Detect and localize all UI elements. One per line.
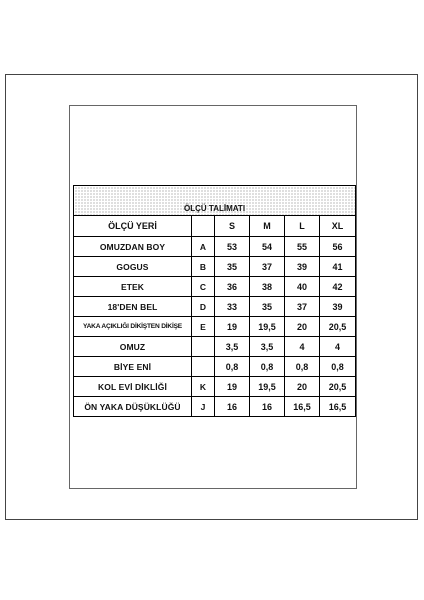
table-row xyxy=(74,277,356,297)
row-value-s: 3,5 xyxy=(215,337,250,357)
row-value-l: 55 xyxy=(285,237,320,257)
row-label: KOL EVİ DİKLİĞİ xyxy=(74,377,192,397)
row-value-l: 4 xyxy=(285,337,320,357)
header-label: ÖLÇÜ YERİ xyxy=(74,216,192,237)
row-label: 18'DEN BEL xyxy=(74,297,192,317)
row-value-s: 36 xyxy=(215,277,250,297)
table-row xyxy=(74,397,356,417)
row-label: OMUZ xyxy=(74,337,192,357)
row-value-l: 20 xyxy=(285,377,320,397)
title-row xyxy=(74,186,356,216)
row-value-m: 3,5 xyxy=(250,337,285,357)
row-value-m: 38 xyxy=(250,277,285,297)
row-value-m: 54 xyxy=(250,237,285,257)
header-size-l: L xyxy=(285,216,320,237)
row-value-l: 37 xyxy=(285,297,320,317)
row-code xyxy=(192,357,215,377)
row-value-l: 39 xyxy=(285,257,320,277)
table-row xyxy=(74,377,356,397)
row-code: E xyxy=(192,317,215,337)
header-row xyxy=(74,216,356,237)
row-code: C xyxy=(192,277,215,297)
table-row xyxy=(74,317,356,337)
row-value-m: 16 xyxy=(250,397,285,417)
row-value-m: 37 xyxy=(250,257,285,277)
table-row xyxy=(74,357,356,377)
row-label: BİYE ENİ xyxy=(74,357,192,377)
row-value-s: 33 xyxy=(215,297,250,317)
row-code: A xyxy=(192,237,215,257)
row-value-s: 19 xyxy=(215,317,250,337)
row-value-xl: 42 xyxy=(320,277,356,297)
header-size-s: S xyxy=(215,216,250,237)
row-code: J xyxy=(192,397,215,417)
row-code: B xyxy=(192,257,215,277)
row-code: D xyxy=(192,297,215,317)
size-chart-table xyxy=(73,185,356,417)
row-value-s: 35 xyxy=(215,257,250,277)
row-label: ÖN YAKA DÜŞÜKLÜĞÜ xyxy=(74,397,192,417)
row-value-xl: 20,5 xyxy=(320,317,356,337)
row-value-xl: 20,5 xyxy=(320,377,356,397)
row-code: K xyxy=(192,377,215,397)
row-label: ETEK xyxy=(74,277,192,297)
row-value-m: 0,8 xyxy=(250,357,285,377)
row-value-xl: 16,5 xyxy=(320,397,356,417)
row-value-s: 19 xyxy=(215,377,250,397)
table-title: ÖLÇÜ TALİMATI xyxy=(74,186,356,216)
row-value-m: 19,5 xyxy=(250,377,285,397)
row-code xyxy=(192,337,215,357)
row-value-s: 53 xyxy=(215,237,250,257)
row-value-xl: 39 xyxy=(320,297,356,317)
row-value-l: 20 xyxy=(285,317,320,337)
row-label: YAKA AÇIKLIĞI DİKİŞTEN DİKİŞE xyxy=(74,317,192,337)
row-value-m: 35 xyxy=(250,297,285,317)
header-size-xl: XL xyxy=(320,216,356,237)
row-value-xl: 0,8 xyxy=(320,357,356,377)
table-row xyxy=(74,237,356,257)
row-value-l: 40 xyxy=(285,277,320,297)
header-code xyxy=(192,216,215,237)
table-row xyxy=(74,297,356,317)
table-row xyxy=(74,257,356,277)
row-value-xl: 56 xyxy=(320,237,356,257)
row-label: GOGUS xyxy=(74,257,192,277)
row-label: OMUZDAN BOY xyxy=(74,237,192,257)
row-value-xl: 4 xyxy=(320,337,356,357)
row-value-xl: 41 xyxy=(320,257,356,277)
table-row xyxy=(74,337,356,357)
row-value-s: 0,8 xyxy=(215,357,250,377)
header-size-m: M xyxy=(250,216,285,237)
row-value-m: 19,5 xyxy=(250,317,285,337)
row-value-s: 16 xyxy=(215,397,250,417)
row-value-l: 16,5 xyxy=(285,397,320,417)
row-value-l: 0,8 xyxy=(285,357,320,377)
